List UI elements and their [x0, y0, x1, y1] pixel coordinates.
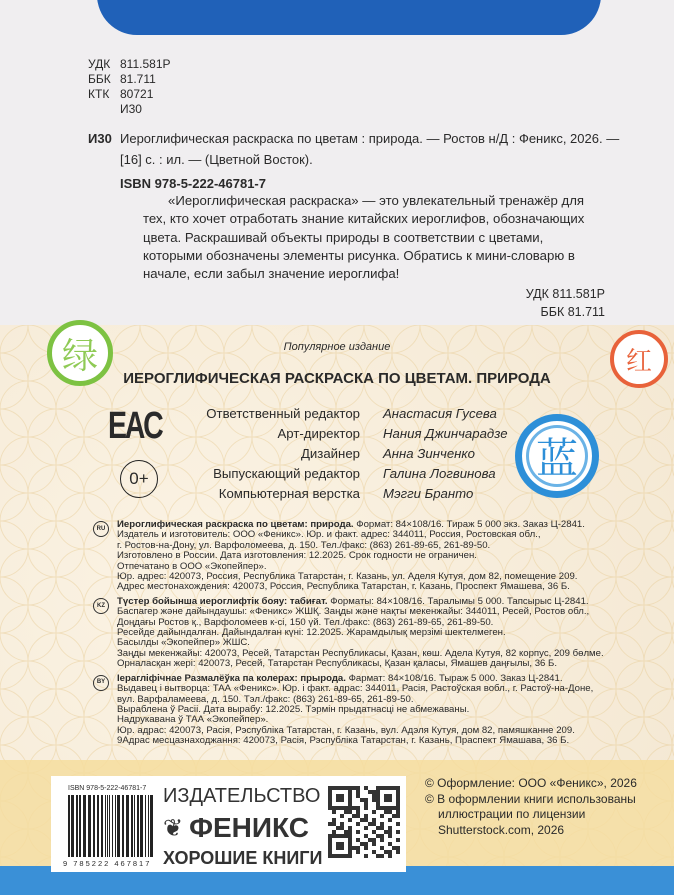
- qr-module: [328, 838, 332, 842]
- barcode-bar: [126, 795, 129, 857]
- barcode-bar: [107, 795, 108, 857]
- top-blue-shape: [97, 0, 601, 35]
- blue-hieroglyph-badge: 蓝: [515, 414, 599, 498]
- barcode-bar: [150, 795, 153, 857]
- qr-module: [372, 810, 376, 814]
- qr-module: [372, 838, 376, 842]
- qr-module: [364, 834, 368, 838]
- barcode-bar: [83, 795, 86, 857]
- qr-module: [376, 802, 380, 806]
- imprint-line: г. Ростов-на-Дону, ул. Варфоломеева, д. 150. Тел./факс: (863) 261-89-65, 261-89-50.: [117, 539, 491, 551]
- qr-module: [356, 790, 360, 794]
- lang-badge: KZ: [93, 598, 109, 614]
- qr-module: [380, 822, 384, 826]
- barcode-bar: [109, 795, 110, 857]
- qr-module: [364, 854, 368, 858]
- qr-module: [356, 850, 360, 854]
- qr-module: [364, 786, 368, 790]
- qr-module: [388, 810, 392, 814]
- qr-module: [380, 846, 384, 850]
- qr-module: [380, 834, 384, 838]
- imprint-title: Түстер бойынша иероглифтік бояу: табиғат.: [117, 595, 328, 607]
- imprint-line: Выраблена ў Расіі. Дата вырабу: 12.2025. Тэрмін прыдатнасці не абмежаваны.: [117, 703, 470, 715]
- qr-module: [364, 826, 368, 830]
- qr-module: [332, 854, 336, 858]
- phoenix-icon: ❦: [163, 814, 184, 842]
- qr-code[interactable]: [328, 786, 400, 858]
- qr-module: [340, 846, 344, 850]
- class-value: 81.711: [120, 72, 156, 86]
- imprint-line: Доңдағы Ростов қ., Варфоломеев к-сі, 150 үй. Тел./факс: (863) 261-89-65, 261-89-50.: [117, 616, 494, 628]
- class-value: 80721: [120, 87, 154, 101]
- annotation-block: [143, 192, 605, 321]
- qr-module: [332, 810, 336, 814]
- udk-right: УДК 811.581Р: [525, 287, 605, 302]
- qr-module: [396, 830, 400, 834]
- publisher-box: [51, 776, 406, 872]
- qr-module: [328, 794, 332, 798]
- imprint-by: [93, 674, 653, 747]
- qr-module: [396, 838, 400, 842]
- qr-module: [364, 798, 368, 802]
- qr-module: [340, 822, 344, 826]
- barcode-bar: [112, 795, 113, 857]
- qr-module: [368, 790, 372, 794]
- bib-code: И30: [88, 131, 112, 146]
- qr-module: [388, 806, 392, 810]
- qr-module: [336, 842, 340, 846]
- class-value: И30: [120, 102, 142, 116]
- barcode-bar: [140, 795, 143, 857]
- credit-role: Выпускающий редактор: [213, 466, 360, 481]
- barcode-bar: [117, 795, 120, 857]
- qr-module: [348, 818, 352, 822]
- qr-module: [336, 806, 340, 810]
- qr-module: [348, 846, 352, 850]
- imprint-line: Басылды «Экопейпер» ЖШС.: [117, 637, 250, 649]
- qr-module: [356, 838, 360, 842]
- qr-module: [392, 846, 396, 850]
- qr-module: [392, 786, 396, 790]
- qr-module: [388, 842, 392, 846]
- qr-module: [388, 794, 392, 798]
- qr-module: [336, 794, 340, 798]
- credit-name: Мэгги Бранто: [383, 486, 474, 501]
- qr-module: [380, 806, 384, 810]
- qr-module: [328, 798, 332, 802]
- qr-module: [372, 818, 376, 822]
- barcode-bar: [134, 795, 135, 857]
- qr-module: [336, 834, 340, 838]
- credit-name: Нания Джинчарадзе: [383, 426, 508, 441]
- qr-module: [356, 830, 360, 834]
- qr-module: [396, 814, 400, 818]
- copyright-line: Shutterstock.com, 2026: [438, 822, 565, 837]
- qr-module: [328, 802, 332, 806]
- qr-module: [384, 810, 388, 814]
- credit-row: [130, 404, 508, 424]
- qr-module: [332, 830, 336, 834]
- qr-module: [376, 826, 380, 830]
- credit-role: Компьютерная верстка: [218, 486, 360, 501]
- barcode-bar: [101, 795, 103, 857]
- qr-module: [364, 818, 368, 822]
- qr-module: [388, 834, 392, 838]
- qr-module: [352, 786, 356, 790]
- qr-module: [396, 790, 400, 794]
- qr-module: [332, 786, 336, 790]
- qr-module: [372, 830, 376, 834]
- qr-module: [356, 786, 360, 790]
- qr-module: [348, 810, 352, 814]
- qr-module: [348, 802, 352, 806]
- imprint-line: Отпечатано в ООО «Экопейпер».: [117, 560, 267, 572]
- publisher-logo: [163, 812, 309, 844]
- imprint-line: Фармат: 84×108/16. Тыраж 5 000. Заказ Ц-2841.: [345, 672, 563, 684]
- qr-module: [364, 802, 368, 806]
- imprint-line: вул. Варфаламеева, д. 150. Тэл./факс: (863) 261-89-65, 261-89-50.: [117, 693, 414, 705]
- qr-module: [348, 806, 352, 810]
- qr-module: [396, 810, 400, 814]
- qr-module: [356, 846, 360, 850]
- imprint-kz: [93, 597, 653, 670]
- qr-module: [364, 814, 368, 818]
- qr-module: [328, 842, 332, 846]
- qr-module: [328, 850, 332, 854]
- qr-module: [336, 826, 340, 830]
- copyright-line: иллюстрации по лицензии: [438, 807, 586, 821]
- qr-module: [340, 854, 344, 858]
- imprint-line: Форматы: 84×108/16. Таралымы 5 000. Тапсырыс Ц-2841.: [327, 595, 589, 607]
- copyright-line: © Оформление: ООО «Феникс», 2026: [425, 776, 637, 790]
- bib-line: Иероглифическая раскраска по цветам : природа. — Ростов н/Д : Феникс, 2026. —: [120, 131, 620, 146]
- qr-module: [368, 822, 372, 826]
- imprint-line: Юр. адрес: 420073, Россия, Республика Татарстан, г. Казань, ул. Аделя Кутуя, дом 82, помещение 209.: [117, 571, 578, 583]
- qr-module: [348, 834, 352, 838]
- bbk-right: ББК 81.711: [540, 305, 605, 320]
- class-key: КТК: [88, 87, 110, 101]
- imprint-line: Орналасқан жері: 420073, Ресей, Татарстан Республикасы, Қазан қаласы, Ямашев даңғылы, 36 Б.: [117, 658, 557, 670]
- qr-module: [364, 806, 368, 810]
- imprint-line: 9Адрас месцазнаходжання: 420073, Расія, Рэспубліка Татарстан, г. Казань, Праспект Ямашава, 36 Б.: [117, 735, 570, 747]
- qr-module: [388, 798, 392, 802]
- barcode-bar: [68, 795, 70, 857]
- class-key: УДК: [88, 57, 111, 71]
- qr-module: [384, 830, 388, 834]
- barcode-bar: [122, 795, 124, 857]
- qr-module: [396, 798, 400, 802]
- qr-module: [396, 802, 400, 806]
- imprint-line: Баспагер және дайындаушы: «Феникс» ЖШҚ. Заңды және нақты мекенжайы: 344011, Ресей, Ростов обл.,: [117, 606, 590, 618]
- qr-module: [340, 826, 344, 830]
- qr-module: [344, 854, 348, 858]
- qr-module: [336, 854, 340, 858]
- imprint-line: Изготовлено в России. Дата изготовления: 12.2025. Срок годности не ограничен.: [117, 550, 477, 562]
- qr-module: [388, 850, 392, 854]
- class-key: ББК: [88, 72, 111, 86]
- bibliographic-record: [88, 128, 648, 194]
- qr-module: [328, 790, 332, 794]
- qr-module: [332, 822, 336, 826]
- qr-module: [396, 806, 400, 810]
- publisher-slogan: ХОРОШИЕ КНИГИ: [163, 848, 323, 868]
- qr-module: [376, 834, 380, 838]
- qr-module: [396, 794, 400, 798]
- qr-module: [380, 854, 384, 858]
- qr-module: [356, 814, 360, 818]
- barcode-bar: [137, 795, 139, 857]
- qr-module: [340, 834, 344, 838]
- bib-line: [16] с. : ил. — (Цветной Восток).: [120, 152, 313, 167]
- qr-module: [380, 826, 384, 830]
- barcode: [68, 795, 154, 857]
- qr-module: [340, 814, 344, 818]
- qr-module: [336, 786, 340, 790]
- qr-module: [328, 786, 332, 790]
- barcode-bar: [145, 795, 146, 857]
- qr-module: [380, 838, 384, 842]
- imprint-line: Заңды мекенжайы: 420073, Ресей, Татарстан Республикасы, Қазан, көш. Адела Кутуя, 82 корпус, 209 бөлме.: [117, 647, 604, 659]
- credit-role: Ответственный редактор: [206, 406, 360, 421]
- qr-module: [376, 798, 380, 802]
- qr-module: [340, 798, 344, 802]
- qr-module: [340, 806, 344, 810]
- qr-module: [352, 806, 356, 810]
- barcode-bar: [71, 795, 74, 857]
- credit-role: Арт-директор: [277, 426, 360, 441]
- qr-module: [384, 798, 388, 802]
- book-title: ИЕРОГЛИФИЧЕСКАЯ РАСКРАСКА ПО ЦВЕТАМ. ПРИРОДА: [123, 370, 551, 387]
- red-hieroglyph-badge: 红: [610, 330, 668, 388]
- qr-module: [356, 794, 360, 798]
- qr-module: [384, 806, 388, 810]
- age-rating: 0+: [120, 460, 158, 498]
- qr-module: [384, 786, 388, 790]
- copyright: [425, 776, 637, 838]
- qr-module: [388, 818, 392, 822]
- qr-module: [328, 806, 332, 810]
- barcode-bar: [105, 795, 106, 857]
- qr-module: [348, 830, 352, 834]
- qr-module: [396, 846, 400, 850]
- qr-module: [348, 790, 352, 794]
- credit-row: [130, 444, 508, 464]
- isbn-small: ISBN 978-5-222-46781-7: [68, 785, 147, 792]
- credit-name: Галина Логвинова: [383, 466, 496, 481]
- qr-module: [364, 842, 368, 846]
- qr-module: [328, 822, 332, 826]
- barcode-bar: [148, 795, 149, 857]
- qr-module: [332, 806, 336, 810]
- qr-module: [332, 818, 336, 822]
- qr-module: [360, 842, 364, 846]
- lang-badge: RU: [93, 521, 109, 537]
- credit-row: [130, 424, 508, 444]
- barcode-bar: [115, 795, 116, 857]
- qr-module: [372, 842, 376, 846]
- credits: [130, 404, 508, 504]
- qr-module: [372, 790, 376, 794]
- barcode-bar: [97, 795, 99, 857]
- credit-role: Дизайнер: [301, 446, 360, 461]
- qr-module: [380, 786, 384, 790]
- credit-name: Анастасия Гусева: [383, 406, 497, 421]
- imprint-line: Адрес местонахождения: 420073, Россия, Республика Татарстан, г. Казань, Проспект Ямашева, 36 Б.: [117, 581, 570, 593]
- barcode-bar: [79, 795, 81, 857]
- credit-row: [130, 484, 508, 504]
- qr-module: [376, 794, 380, 798]
- qr-module: [372, 798, 376, 802]
- imprint-line: Юр. адрас: 420073, Расія, Рэспубліка Татарстан, г. Казань, вул. Адэля Кутуя, дом 82, памяшканне 209.: [117, 724, 575, 736]
- qr-module: [396, 786, 400, 790]
- credit-name: Анна Зинченко: [383, 446, 475, 461]
- qr-module: [344, 806, 348, 810]
- imprint-ru: [93, 520, 653, 593]
- qr-module: [344, 786, 348, 790]
- qr-module: [356, 806, 360, 810]
- publisher-name: ФЕНИКС: [189, 812, 309, 843]
- qr-module: [356, 822, 360, 826]
- isbn: ISBN 978-5-222-46781-7: [120, 176, 266, 191]
- qr-module: [380, 814, 384, 818]
- qr-module: [392, 806, 396, 810]
- barcode-bar: [131, 795, 133, 857]
- qr-module: [348, 786, 352, 790]
- qr-module: [360, 818, 364, 822]
- qr-module: [348, 842, 352, 846]
- qr-module: [340, 842, 344, 846]
- qr-module: [348, 798, 352, 802]
- imprint-line: Ресейде дайындалған. Дайындалған күні: 12.2025. Жарамдылық мерзімі шектелмеген.: [117, 627, 506, 639]
- qr-module: [364, 846, 368, 850]
- annotation: «Иероглифическая раскраска» — это увлекательный тренажёр для тех, кто хочет отработать знание китайских иероглифов, обозначающих цвета. Раскрашивай объекты природы в соответствии с цветами, которыми обозначены элементы рисунка. Обратись к мини-словарю в начале, если забыл значение иероглифа!: [143, 193, 585, 282]
- qr-module: [384, 794, 388, 798]
- lang-badge: BY: [93, 675, 109, 691]
- qr-module: [348, 854, 352, 858]
- qr-module: [356, 810, 360, 814]
- qr-module: [336, 846, 340, 850]
- qr-module: [328, 846, 332, 850]
- qr-module: [392, 814, 396, 818]
- qr-module: [372, 822, 376, 826]
- qr-module: [376, 854, 380, 858]
- imprint-line: Издатель и изготовитель: ООО «Феникс». Юр. и факт. адрес: 344011, Россия, Ростовская обл.,: [117, 529, 541, 541]
- barcode-bar: [76, 795, 78, 857]
- classification-block: [88, 57, 171, 117]
- qr-module: [372, 794, 376, 798]
- qr-module: [368, 838, 372, 842]
- barcode-digits: 9 785222 467817: [63, 859, 152, 868]
- qr-module: [348, 850, 352, 854]
- qr-module: [352, 814, 356, 818]
- edition-type: Популярное издание: [283, 341, 391, 353]
- qr-module: [388, 830, 392, 834]
- qr-module: [328, 854, 332, 858]
- barcode-bar: [93, 795, 95, 857]
- class-value: 811.581Р: [120, 57, 171, 71]
- qr-module: [328, 834, 332, 838]
- qr-module: [396, 822, 400, 826]
- imprint-title: Иероглифическая раскраска по цветам: природа.: [117, 519, 354, 530]
- eac-mark: EAC: [108, 405, 162, 447]
- imprint-line: Надрукавана ў ТАА «Экопейпер».: [117, 714, 269, 726]
- imprint-line: Выдавец і вытворца: ТАА «Феникс». Юр. і факт. адрас: 344011, Расія, Растоўская вобл., г. Растоў-на-Доне,: [117, 683, 594, 695]
- qr-module: [384, 850, 388, 854]
- qr-module: [388, 854, 392, 858]
- barcode-bar: [88, 795, 91, 857]
- qr-module: [336, 798, 340, 802]
- credit-row: [130, 464, 508, 484]
- qr-module: [376, 790, 380, 794]
- qr-module: [348, 794, 352, 798]
- imprint-title: Іерагліфічнае Размалёўка па колерах: прырода.: [117, 672, 346, 684]
- qr-module: [388, 786, 392, 790]
- qr-module: [344, 810, 348, 814]
- copyright-line: © В оформлении книги использованы: [425, 791, 636, 806]
- green-hieroglyph-badge: 绿: [47, 320, 113, 386]
- publisher-label: ИЗДАТЕЛЬСТВО: [163, 785, 321, 807]
- imprint: [93, 520, 653, 751]
- qr-module: [344, 830, 348, 834]
- qr-module: [376, 786, 380, 790]
- qr-module: [388, 826, 392, 830]
- qr-module: [376, 806, 380, 810]
- qr-module: [372, 850, 376, 854]
- qr-module: [340, 794, 344, 798]
- qr-module: [348, 826, 352, 830]
- qr-module: [344, 834, 348, 838]
- qr-module: [360, 798, 364, 802]
- qr-module: [332, 834, 336, 838]
- qr-module: [340, 786, 344, 790]
- imprint-line: Формат: 84×108/16. Тираж 5 000 экз. Заказ Ц-2841.: [353, 519, 585, 530]
- qr-module: [396, 850, 400, 854]
- qr-module: [348, 838, 352, 842]
- qr-module: [352, 846, 356, 850]
